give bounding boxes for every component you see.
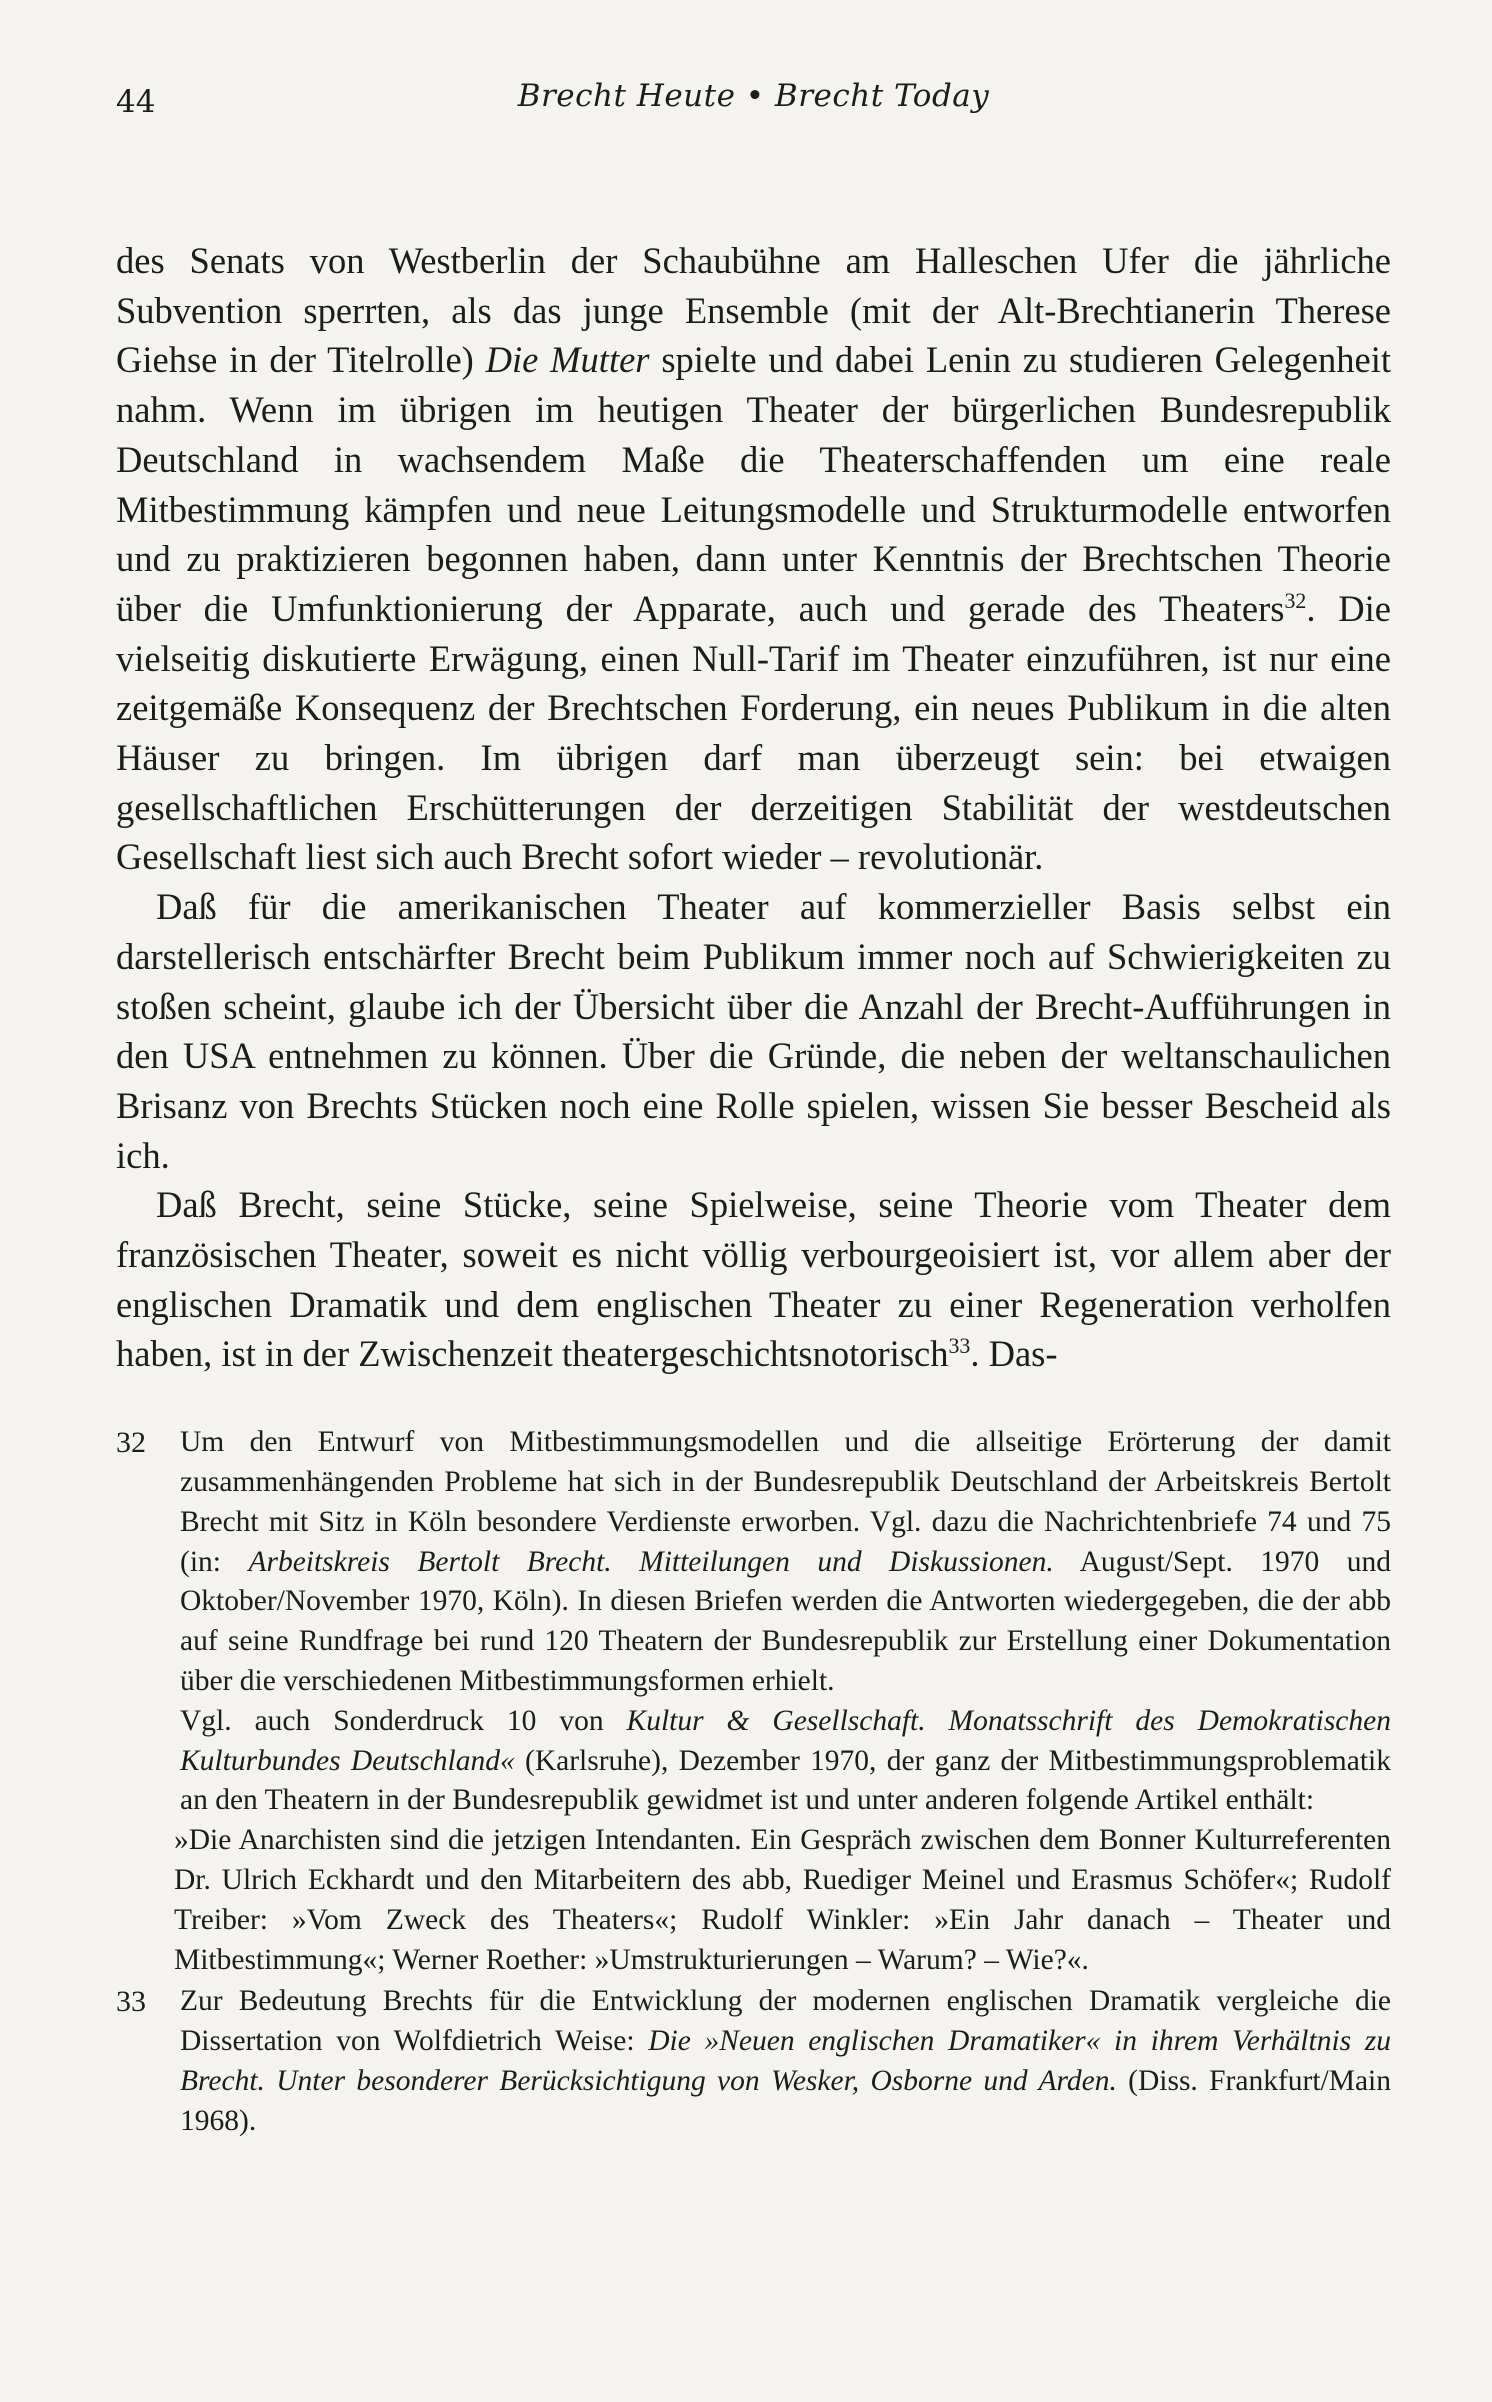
running-head — [116, 70, 1391, 130]
footnote-number: 32 — [116, 1426, 146, 1460]
footnotes — [116, 1423, 1391, 2141]
main-text — [116, 236, 1391, 1379]
article-list: »Die Anarchisten sind die jetzigen Intendanten. Ein Gespräch zwischen dem Bonner Kulturreferenten Dr. Ulrich Eckhardt und den Mitarbeitern des abb, Ruediger Meinel und Erasmus Schöfer«; Rudolf Treiber: »Vom Zweck des Theaters«; Rudolf Winkler: »Ein Jahr danach – Theater und Mitbestimmung«; Werner Roether: »Umstrukturierungen – Warum? – Wie?«. — [174, 1824, 1391, 1976]
paragraph-2: Daß für die amerikanischen Theater auf kommerzieller Basis selbst ein darstellerisch entschärfter Brecht beim Publikum immer noch auf Schwierigkeiten zu stoßen scheint, glaube ich der Übersicht über die Anzahl der Brecht-Aufführungen in den USA entnehmen zu können. Über die Gründe, die neben der weltanschaulichen Brisanz von Brechts Stücken noch eine Rolle spielen, wissen Sie besser Bescheid als ich. — [116, 886, 1391, 1176]
paragraph-3: Daß Brecht, seine Stücke, seine Spielweise, seine Theorie vom Theater dem französischen Theater, soweit es nicht völlig verbourgeoisiert ist, vor allem aber der englischen Dramatik und dem englischen Theater zu einer Regeneration verholfen haben, ist in der Zwischenzeit theatergeschichtsnotorisch$^{33}$. Das- — [116, 1184, 1391, 1375]
footnote-number: 33 — [116, 1985, 146, 2019]
running-title: Brecht Heute • Brecht Today — [517, 78, 990, 114]
footnote-32: 32 Um den Entwurf von Mitbestimmungsmodellen und die allseitige Erörterung der damit zusammenhängenden Probleme hat sich in der Bundesrepublik Deutschland der Arbeitskreis Bertolt Brecht mit Sitz in Köln besondere Verdienste erworben. Vgl. dazu die Nachrichtenbriefe 74 und 75 (in: Arbeitskreis Bertolt Brecht. Mitteilungen und Diskussionen. August/Sept. 1970 und Oktober/November 1970, Köln). In diesen Briefen werden die Antworten wiedergegeben, die der abb auf seine Rundfrage bei rund 120 Theatern der Bundesrepublik zur Erstellung einer Dokumentation über die verschiedenen Mitbestimmungsformen erhielt. Vgl. auch Sonderdruck 10 von Kultur & Gesellschaft. Monatsschrift des Demokratischen Kulturbundes Deutschland« (Karlsruhe), Dezember 1970, der ganz der Mitbestimmungsproblematik an den Theatern in der Bundesrepublik gewidmet ist und unter anderen folgende Artikel enthält: »Die Anarchisten sind die jetzigen Intendanten. Ein Gespräch zwischen dem Bonner Kulturreferenten Dr. Ulrich Eckhardt und den Mitarbeitern des abb, Ruediger Meinel und Erasmus Schöfer«; Rudolf Treiber: »Vom Zweck des Theaters«; Rudolf Winkler: »Ein Jahr danach – Theater und Mitbestimmung«; Werner Roether: »Umstrukturierungen – Warum? – Wie?«. — [116, 1423, 1391, 1980]
footnote-33: 33 Zur Bedeutung Brechts für die Entwicklung der modernen englischen Dramatik vergleiche die Dissertation von Wolfdietrich Weise: Die »Neuen englischen Dramatiker« in ihrem Verhältnis zu Brecht. Unter besonderer Berücksichtigung von Wesker, Osborne und Arden. (Diss. Frankfurt/Main 1968). — [116, 1982, 1391, 2141]
book-page — [116, 70, 1391, 2350]
footnote-ref-33: 33 — [948, 1333, 971, 1359]
footnote-ref-32: 32 — [1284, 587, 1307, 613]
paragraph-1: des Senats von Westberlin der Schaubühne am Halleschen Ufer die jährliche Subvention sperrten, als das junge Ensemble (mit der Alt-Brechtianerin Therese Giehse in der Titelrolle) Die Mutter spielte und dabei Lenin zu studieren Gelegenheit nahm. Wenn im übrigen im heutigen Theater der bürgerlichen Bundesrepublik Deutschland in wachsendem Maße die Theaterschaffenden um eine reale Mitbestimmung kämpfen und neue Leitungsmodelle und Strukturmodelle entworfen und zu praktizieren begonnen haben, dann unter Kenntnis der Brechtschen Theorie über die Umfunktionierung der Apparate, auch und gerade des Theaters$^{32}$. Die vielseitig diskutierte Erwägung, einen Null-Tarif im Theater einzuführen, ist nur eine zeitgemäße Konsequenz der Brechtschen Forderung, ein neues Publikum in die alten Häuser zu bringen. Im übrigen darf man überzeugt sein: bei etwaigen gesellschaftlichen Erschütterungen der derzeitigen Stabilität der westdeutschen Gesellschaft liest sich auch Brecht sofort wieder – revolutionär. — [116, 240, 1391, 878]
page-number: 44 — [116, 84, 156, 120]
work-title: Die Mutter — [485, 339, 650, 381]
